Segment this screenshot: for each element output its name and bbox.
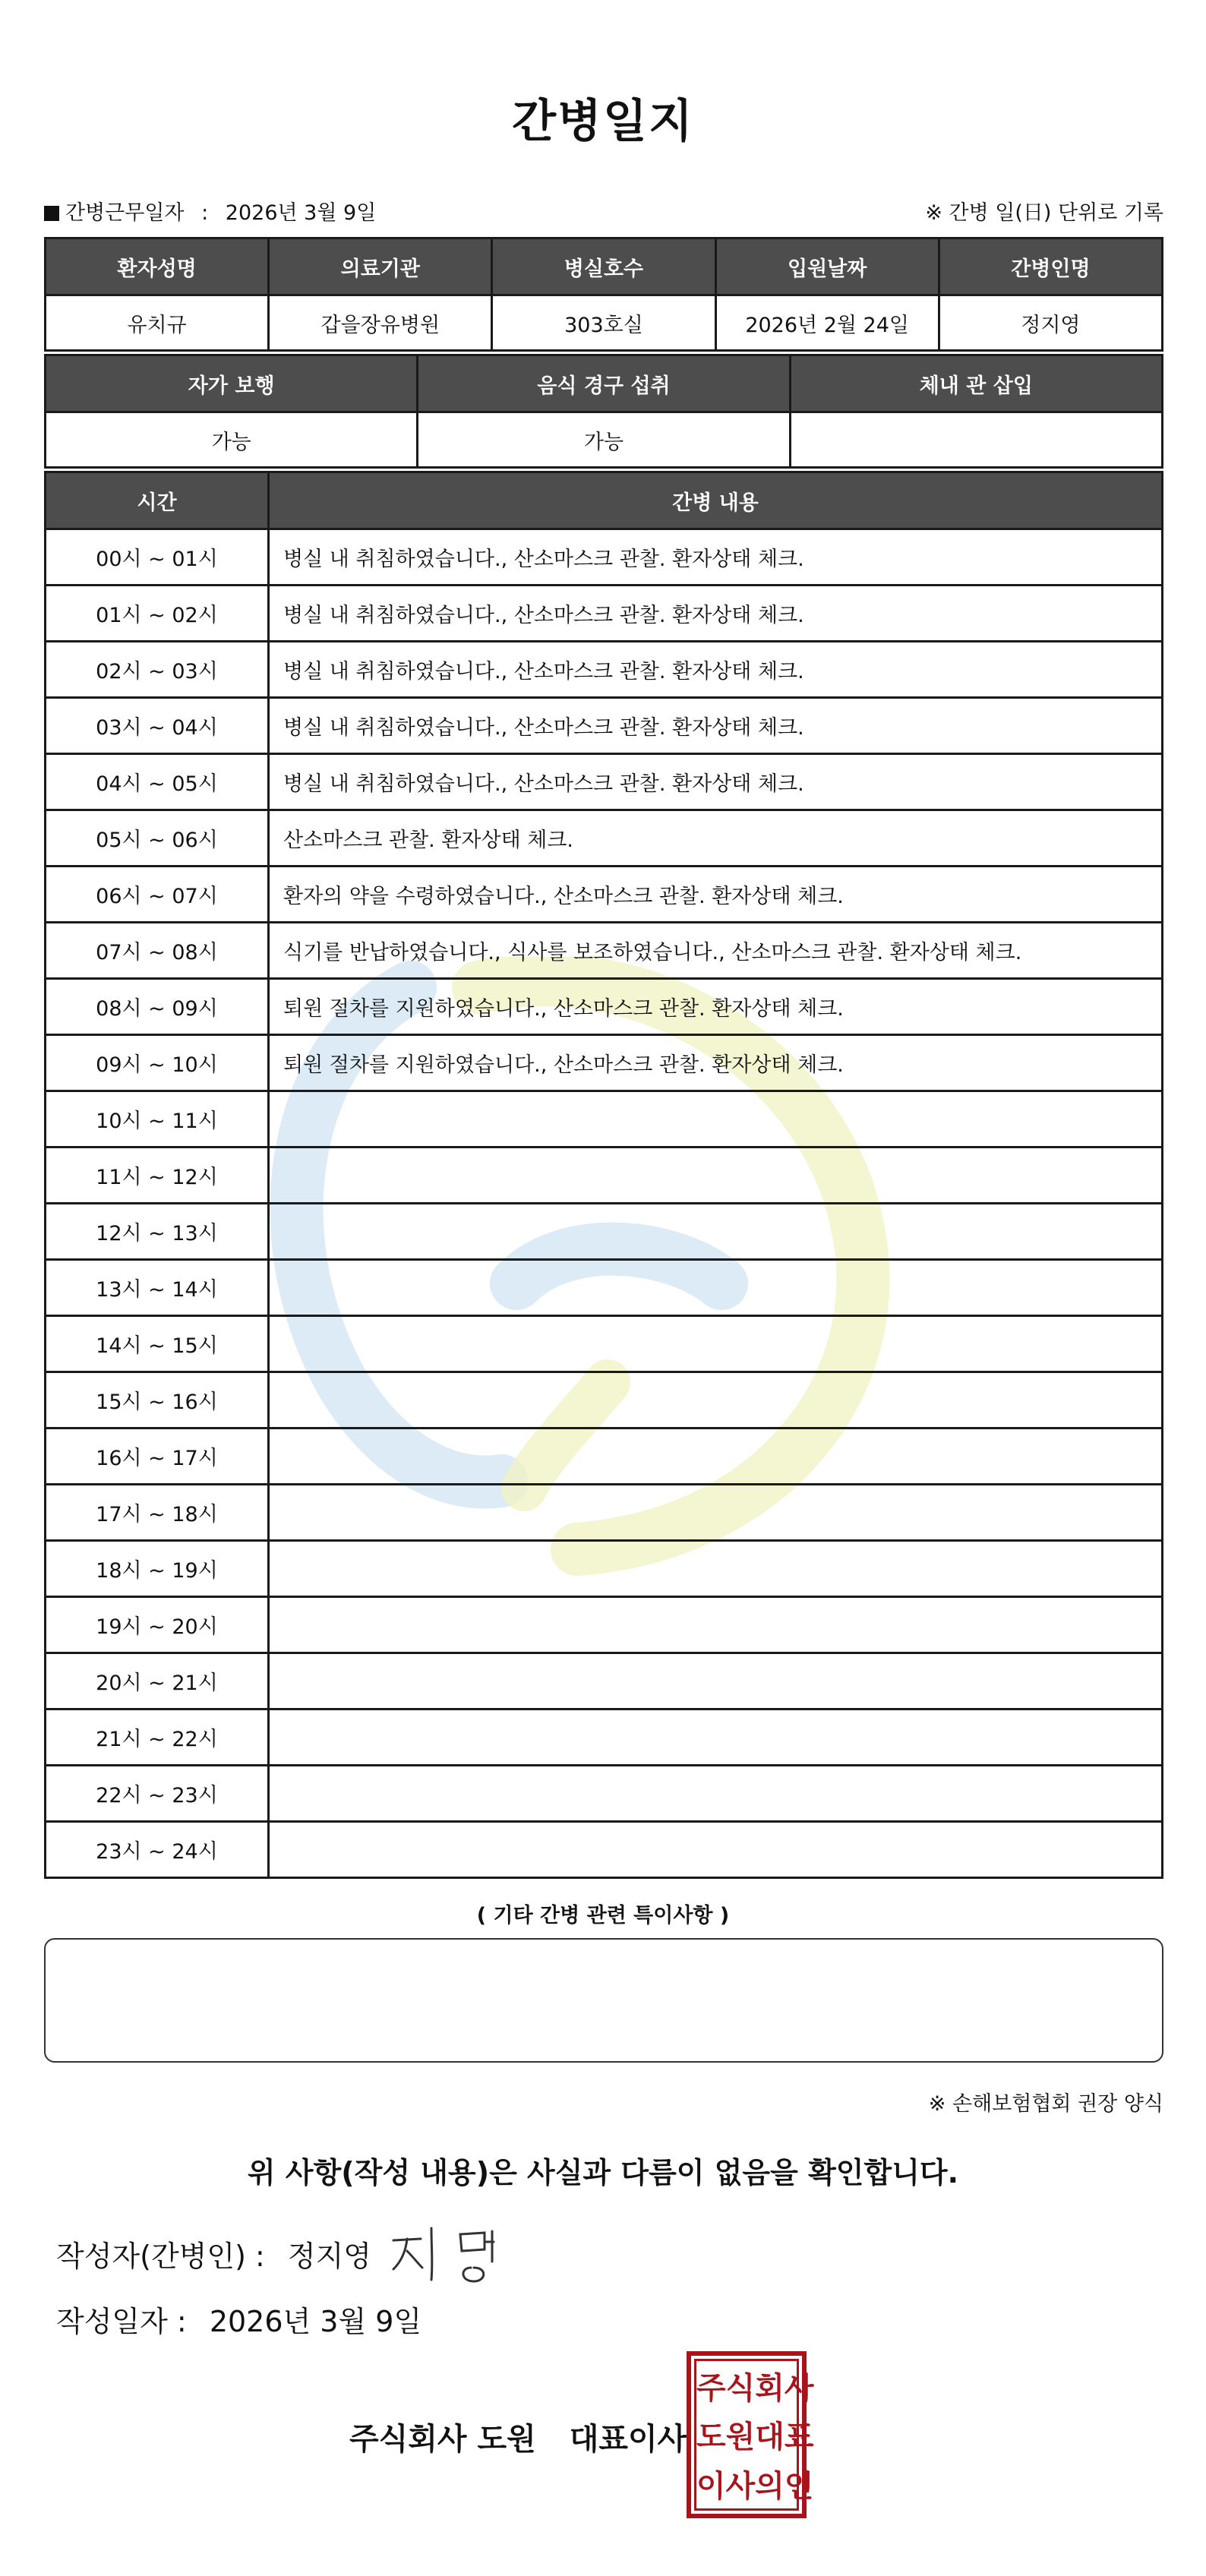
table-row — [46, 1653, 1163, 1709]
time-cell: 06시 ~ 07시 — [46, 867, 269, 923]
admission-date: 2026년 2월 24일 — [715, 295, 939, 351]
table-row — [46, 1428, 1163, 1485]
care-content-cell: 식기를 반납하였습니다., 식사를 보조하였습니다., 산소마스크 관찰. 환자상태 체크. — [269, 923, 1163, 979]
time-cell: 00시 ~ 01시 — [46, 529, 269, 586]
time-cell: 22시 ~ 23시 — [46, 1766, 269, 1822]
care-log-body — [46, 529, 1163, 1878]
written-date-label: 작성일자 : — [56, 2305, 187, 2338]
care-content-cell: 병실 내 취침하였습니다., 산소마스크 관찰. 환자상태 체크. — [269, 754, 1163, 810]
care-content-cell: 병실 내 취침하였습니다., 산소마스크 관찰. 환자상태 체크. — [269, 642, 1163, 698]
patient-name: 유치규 — [46, 295, 269, 351]
table-row — [46, 412, 1163, 468]
care-content-cell — [269, 1597, 1163, 1653]
meta-row — [44, 196, 1163, 226]
table-row — [46, 1091, 1163, 1148]
seal-character: 이 — [696, 2467, 726, 2504]
time-cell: 17시 ~ 18시 — [46, 1485, 269, 1541]
time-cell: 23시 ~ 24시 — [46, 1822, 269, 1878]
time-cell: 12시 ~ 13시 — [46, 1204, 269, 1260]
caregiver-name: 정지영 — [939, 295, 1162, 351]
table-row — [46, 923, 1163, 979]
work-date — [44, 196, 376, 226]
time-cell: 19시 ~ 20시 — [46, 1597, 269, 1653]
work-date-separator: : — [201, 201, 209, 225]
table-row — [46, 810, 1163, 867]
care-content-cell: 퇴원 절차를 지원하였습니다., 산소마스크 관찰. 환자상태 체크. — [269, 1035, 1163, 1091]
confirmation-statement: 위 사항(작성 내용)은 사실과 다름이 없음을 확인합니다. — [247, 2156, 959, 2189]
seal-character: 주 — [696, 2369, 726, 2406]
seal-character: 대 — [755, 2419, 785, 2455]
care-content-cell — [269, 1204, 1163, 1260]
table-row — [46, 1485, 1163, 1541]
care-content-cell — [269, 1541, 1163, 1597]
notes-title: ( 기타 간병 관련 특이사항 ) — [476, 1904, 730, 1927]
table-row — [46, 979, 1163, 1035]
time-cell: 20시 ~ 21시 — [46, 1653, 269, 1709]
page-title: 간병일지 — [512, 95, 694, 148]
table-row — [46, 1372, 1163, 1428]
care-content-cell — [269, 1653, 1163, 1709]
care-content-cell — [269, 1766, 1163, 1822]
care-content-cell — [269, 1316, 1163, 1372]
walking-status: 가능 — [46, 412, 418, 468]
seal-character: 사 — [784, 2369, 814, 2406]
record-note: ※ 간병 일(日) 단위로 기록 — [925, 201, 1163, 225]
time-cell: 16시 ~ 17시 — [46, 1428, 269, 1485]
table-row — [46, 1260, 1163, 1316]
handwritten-signature — [387, 2224, 524, 2284]
patient-status-table — [44, 354, 1163, 469]
table-header-row — [46, 355, 1163, 412]
table-row — [46, 754, 1163, 810]
table-row — [46, 586, 1163, 642]
oral-intake-status: 가능 — [418, 412, 790, 468]
written-date-line — [56, 2298, 421, 2340]
seal-character: 도 — [696, 2419, 726, 2455]
care-content-cell: 병실 내 취침하였습니다., 산소마스크 관찰. 환자상태 체크. — [269, 529, 1163, 586]
table-row — [46, 1709, 1163, 1766]
header-care-content: 간병 내용 — [269, 472, 1163, 529]
time-cell: 05시 ~ 06시 — [46, 810, 269, 867]
table-row — [46, 295, 1163, 351]
time-cell: 14시 ~ 15시 — [46, 1316, 269, 1372]
square-bullet-icon — [44, 206, 59, 221]
work-date-label: 간병근무일자 — [65, 201, 185, 225]
header-time: 시간 — [46, 472, 269, 529]
header-room: 병실호수 — [492, 238, 715, 295]
time-cell: 21시 ~ 22시 — [46, 1709, 269, 1766]
table-header-row — [46, 238, 1163, 295]
care-content-cell: 병실 내 취침하였습니다., 산소마스크 관찰. 환자상태 체크. — [269, 586, 1163, 642]
seal-character: 원 — [725, 2419, 756, 2455]
time-cell: 18시 ~ 19시 — [46, 1541, 269, 1597]
header-caregiver-name: 간병인명 — [939, 238, 1162, 295]
table-row — [46, 1204, 1163, 1260]
hospital: 갑을장유병원 — [269, 295, 492, 351]
table-row — [46, 1035, 1163, 1091]
care-content-cell — [269, 1091, 1163, 1148]
time-cell: 03시 ~ 04시 — [46, 698, 269, 754]
time-cell: 15시 ~ 16시 — [46, 1372, 269, 1428]
seal-character: 회 — [755, 2369, 785, 2406]
table-row — [46, 642, 1163, 698]
seal-character: 의 — [755, 2467, 785, 2504]
care-content-cell: 퇴원 절차를 지원하였습니다., 산소마스크 관찰. 환자상태 체크. — [269, 979, 1163, 1035]
work-date-value: 2026년 3월 9일 — [225, 201, 377, 225]
time-cell: 01시 ~ 02시 — [46, 586, 269, 642]
care-log-table — [44, 471, 1163, 1879]
time-cell: 10시 ~ 11시 — [46, 1091, 269, 1148]
table-row — [46, 698, 1163, 754]
care-content-cell: 환자의 약을 수령하였습니다., 산소마스크 관찰. 환자상태 체크. — [269, 867, 1163, 923]
seal-character: 사 — [725, 2467, 756, 2504]
seal-character: 식 — [725, 2369, 756, 2406]
table-row — [46, 1316, 1163, 1372]
room: 303호실 — [492, 295, 715, 351]
time-cell: 09시 ~ 10시 — [46, 1035, 269, 1091]
time-cell: 04시 ~ 05시 — [46, 754, 269, 810]
patient-info-table — [44, 237, 1163, 352]
company-seal — [687, 2351, 814, 2518]
table-row — [46, 1148, 1163, 1204]
notes-box[interactable] — [44, 1938, 1163, 2063]
time-cell: 11시 ~ 12시 — [46, 1148, 269, 1204]
written-date-value: 2026년 3월 9일 — [209, 2305, 422, 2338]
company-name: 주식회사 도원 — [349, 2422, 536, 2457]
care-content-cell — [269, 1260, 1163, 1316]
company-title: 대표이사 — [569, 2422, 687, 2457]
table-row — [46, 1541, 1163, 1597]
seal-grid — [694, 2359, 814, 2511]
header-hospital: 의료기관 — [269, 238, 492, 295]
care-content-cell — [269, 1372, 1163, 1428]
company-signoff — [349, 2415, 687, 2458]
writer-label: 작성자(간병인) : — [56, 2240, 265, 2273]
seal-character: 인 — [784, 2467, 814, 2504]
writer-name: 정지영 — [287, 2240, 371, 2273]
header-walking: 자가 보행 — [46, 355, 418, 412]
header-oral-intake: 음식 경구 섭취 — [418, 355, 790, 412]
care-content-cell — [269, 1822, 1163, 1878]
seal-row — [696, 2410, 814, 2460]
table-row — [46, 1822, 1163, 1878]
writer-line — [56, 2233, 371, 2275]
time-cell: 07시 ~ 08시 — [46, 923, 269, 979]
seal-row — [696, 2459, 814, 2508]
form-note: ※ 손해보험협회 권장 양식 — [928, 2092, 1163, 2116]
time-cell: 13시 ~ 14시 — [46, 1260, 269, 1316]
tube-insertion-status — [790, 412, 1162, 468]
table-header-row — [46, 472, 1163, 529]
care-content-cell: 산소마스크 관찰. 환자상태 체크. — [269, 810, 1163, 867]
table-row — [46, 1597, 1163, 1653]
seal-character: 표 — [784, 2419, 814, 2455]
care-content-cell — [269, 1485, 1163, 1541]
time-cell: 02시 ~ 03시 — [46, 642, 269, 698]
seal-row — [696, 2361, 814, 2410]
care-content-cell — [269, 1709, 1163, 1766]
header-tube-insertion: 체내 관 삽입 — [790, 355, 1162, 412]
header-admission-date: 입원날짜 — [715, 238, 939, 295]
table-row — [46, 1766, 1163, 1822]
header-patient-name: 환자성명 — [46, 238, 269, 295]
time-cell: 08시 ~ 09시 — [46, 979, 269, 1035]
table-row — [46, 867, 1163, 923]
care-content-cell: 병실 내 취침하였습니다., 산소마스크 관찰. 환자상태 체크. — [269, 698, 1163, 754]
care-content-cell — [269, 1428, 1163, 1485]
care-content-cell — [269, 1148, 1163, 1204]
table-row — [46, 529, 1163, 586]
